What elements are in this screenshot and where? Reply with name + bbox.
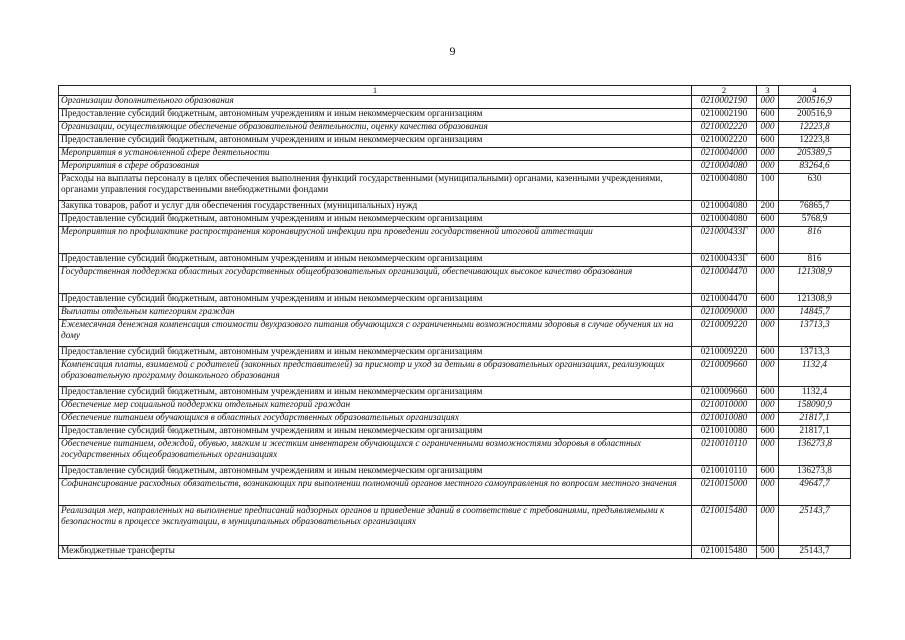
row-vr-cell: 600 [757,466,779,479]
row-name-cell: Межбюджетные трансферты [59,546,692,559]
table-row [59,214,851,227]
row-vr-cell: 000 [757,413,779,426]
row-name-cell: Предоставление субсидий бюджетным, автономным учреждениям и иным некоммерческим организациям [59,466,692,479]
table-row [59,439,851,466]
row-name-cell: Предоставление субсидий бюджетным, автономным учреждениям и иным некоммерческим организациям [59,294,692,307]
table-row [59,387,851,400]
row-vr-cell: 000 [757,439,779,466]
row-name-cell: Мероприятия по профилактике распространения коронавирусной инфекции при проведении государственной итоговой аттестации [59,227,692,254]
table-row [59,347,851,360]
row-vr-cell: 000 [757,400,779,413]
row-csr-cell: 0210002220 [692,135,757,148]
table-row [59,109,851,122]
row-sum-cell: 83264,6 [779,161,851,174]
row-name-cell: Предоставление субсидий бюджетным, автономным учреждениям и иным некоммерческим организациям [59,254,692,267]
table-row [59,148,851,161]
header-col-name: 1 [59,86,692,96]
row-vr-cell: 000 [757,96,779,109]
row-vr-cell: 000 [757,122,779,135]
row-csr-cell: 0210015480 [692,506,757,546]
row-sum-cell: 121308,9 [779,294,851,307]
row-name-cell: Закупка товаров, работ и услуг для обеспечения государственных (муниципальных) нужд [59,201,692,214]
row-vr-cell: 600 [757,135,779,148]
table-row [59,307,851,320]
row-csr-cell: 0210004470 [692,267,757,294]
row-vr-cell: 600 [757,426,779,439]
row-csr-cell: 0210015480 [692,546,757,559]
row-csr-cell: 0210002190 [692,109,757,122]
row-vr-cell: 200 [757,201,779,214]
row-csr-cell: 0210009000 [692,307,757,320]
row-csr-cell: 0210010110 [692,466,757,479]
row-csr-cell: 0210004080 [692,214,757,227]
row-vr-cell: 000 [757,479,779,506]
row-vr-cell: 500 [757,546,779,559]
table-row [59,267,851,294]
row-name-cell: Мероприятия в установленной сфере деятельности [59,148,692,161]
header-col-csr: 2 [692,86,757,96]
row-csr-cell: 0210009220 [692,347,757,360]
row-name-cell: Расходы на выплаты персоналу в целях обеспечения выполнения функций государственными (муниципальными) органами, казенными учреждениями, органами управления государственными внебюджетными фондами [59,174,692,201]
table-row [59,135,851,148]
row-name-cell: Предоставление субсидий бюджетным, автономным учреждениям и иным некоммерческим организациям [59,347,692,360]
row-name-cell: Предоставление субсидий бюджетным, автономным учреждениям и иным некоммерческим организациям [59,387,692,400]
table-row [59,254,851,267]
table-row [59,506,851,546]
row-sum-cell: 200516,9 [779,96,851,109]
row-sum-cell: 1132,4 [779,360,851,387]
row-csr-cell: 021000433Г [692,254,757,267]
row-name-cell: Организации дополнительного образования [59,96,692,109]
row-sum-cell: 816 [779,227,851,254]
row-sum-cell: 5768,9 [779,214,851,227]
row-csr-cell: 0210004080 [692,161,757,174]
row-vr-cell: 100 [757,174,779,201]
row-sum-cell: 25143,7 [779,506,851,546]
table-row [59,360,851,387]
header-col-vr: 3 [757,86,779,96]
header-col-sum: 4 [779,86,851,96]
row-csr-cell: 0210010080 [692,413,757,426]
row-sum-cell: 76865,7 [779,201,851,214]
row-sum-cell: 1132,4 [779,387,851,400]
row-vr-cell: 000 [757,307,779,320]
row-vr-cell: 000 [757,320,779,347]
row-csr-cell: 0210010000 [692,400,757,413]
table-row [59,294,851,307]
row-sum-cell: 136273,8 [779,439,851,466]
row-name-cell: Предоставление субсидий бюджетным, автономным учреждениям и иным некоммерческим организациям [59,214,692,227]
row-csr-cell: 0210010110 [692,439,757,466]
row-csr-cell: 0210004470 [692,294,757,307]
table-header-row [59,86,851,96]
table-row [59,201,851,214]
row-sum-cell: 136273,8 [779,466,851,479]
row-vr-cell: 000 [757,148,779,161]
row-sum-cell: 12223,8 [779,135,851,148]
row-sum-cell: 158090,9 [779,400,851,413]
row-name-cell: Предоставление субсидий бюджетным, автономным учреждениям и иным некоммерческим организациям [59,109,692,122]
table-row [59,400,851,413]
table-row [59,174,851,201]
row-vr-cell: 600 [757,254,779,267]
row-name-cell: Мероприятия в сфере образования [59,161,692,174]
table-row [59,227,851,254]
row-vr-cell: 000 [757,360,779,387]
budget-table [58,85,851,559]
row-csr-cell: 0210004080 [692,201,757,214]
row-vr-cell: 000 [757,161,779,174]
row-vr-cell: 000 [757,506,779,546]
row-name-cell: Предоставление субсидий бюджетным, автономным учреждениям и иным некоммерческим организациям [59,135,692,148]
row-sum-cell: 13713,3 [779,320,851,347]
row-sum-cell: 630 [779,174,851,201]
row-csr-cell: 0210004080 [692,174,757,201]
row-name-cell: Ежемесячная денежная компенсация стоимости двухразового питания обучающихся с ограниченными возможностями здоровья в случае обучения их на дому [59,320,692,347]
row-sum-cell: 816 [779,254,851,267]
row-sum-cell: 49647,7 [779,479,851,506]
row-vr-cell: 600 [757,294,779,307]
row-csr-cell: 0210015000 [692,479,757,506]
row-sum-cell: 205389,5 [779,148,851,161]
row-csr-cell: 0210002190 [692,96,757,109]
row-csr-cell: 0210004000 [692,148,757,161]
row-vr-cell: 600 [757,387,779,400]
row-name-cell: Софинансирование расходных обязательств, возникающих при выполнении полномочий органов местного самоуправления по вопросам местного значения [59,479,692,506]
row-vr-cell: 600 [757,109,779,122]
row-name-cell: Компенсация платы, взимаемой с родителей (законных представителей) за присмотр и уход за детьми в образовательных организациях, реализующих образовательную программу дошкольного образования [59,360,692,387]
row-name-cell: Предоставление субсидий бюджетным, автономным учреждениям и иным некоммерческим организациям [59,426,692,439]
row-sum-cell: 121308,9 [779,267,851,294]
row-csr-cell: 0210009220 [692,320,757,347]
row-name-cell: Реализация мер, направленных на выполнение предписаний надзорных органов и приведение зданий в соответствие с требованиями, предъявляемыми к безопасности в процессе эксплуатации, в муниципальных образовательных организациях [59,506,692,546]
row-csr-cell: 0210009660 [692,360,757,387]
table-row [59,426,851,439]
table-row [59,320,851,347]
row-sum-cell: 21817,1 [779,413,851,426]
row-name-cell: Обеспечение питанием обучающихся в областных государственных образовательных организациях [59,413,692,426]
row-sum-cell: 12223,8 [779,122,851,135]
row-csr-cell: 0210010080 [692,426,757,439]
table-row [59,413,851,426]
page-number: 9 [449,44,456,58]
row-csr-cell: 0210009660 [692,387,757,400]
row-sum-cell: 200516,9 [779,109,851,122]
row-vr-cell: 000 [757,267,779,294]
table-row [59,546,851,559]
table-row [59,122,851,135]
row-csr-cell: 0210002220 [692,122,757,135]
row-sum-cell: 14845,7 [779,307,851,320]
table-row [59,479,851,506]
table-row [59,466,851,479]
row-name-cell: Государственная поддержка областных государственных общеобразовательных организаций, обеспечивающих высокое качество образования [59,267,692,294]
table-row [59,96,851,109]
row-name-cell: Организации, осуществляющие обеспечение образовательной деятельности, оценку качества образования [59,122,692,135]
row-vr-cell: 000 [757,227,779,254]
row-name-cell: Выплаты отдельным категориям граждан [59,307,692,320]
row-csr-cell: 021000433Г [692,227,757,254]
row-vr-cell: 600 [757,347,779,360]
row-name-cell: Обеспечение мер социальной поддержки отдельных категорий граждан [59,400,692,413]
row-sum-cell: 25143,7 [779,546,851,559]
row-sum-cell: 13713,3 [779,347,851,360]
row-vr-cell: 600 [757,214,779,227]
row-sum-cell: 21817,1 [779,426,851,439]
table-row [59,161,851,174]
row-name-cell: Обеспечение питанием, одеждой, обувью, мягким и жестким инвентарем обучающихся с ограниченными возможностями здоровья в областных государственных общеобразовательных организациях [59,439,692,466]
